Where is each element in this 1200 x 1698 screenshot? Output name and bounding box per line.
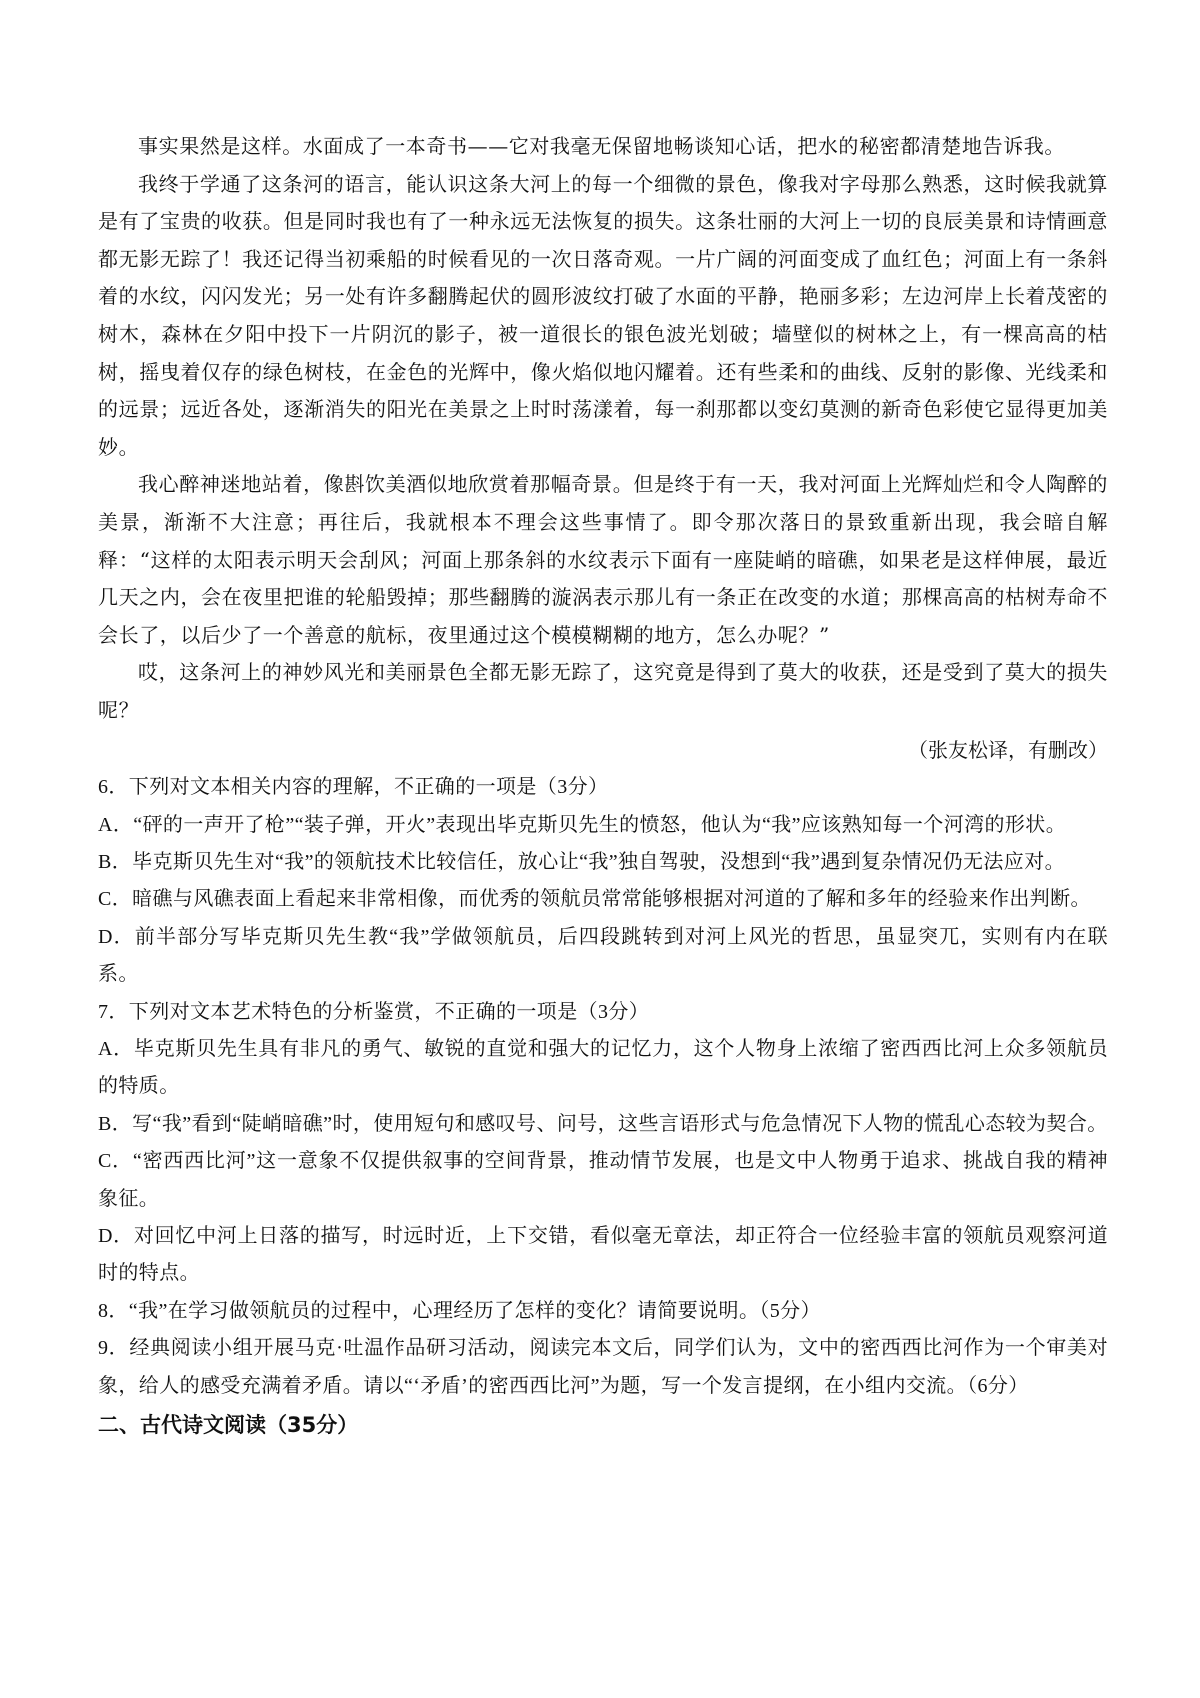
passage-paragraph: 哎，这条河上的神妙风光和美丽景色全都无影无踪了，这究竟是得到了莫大的收获，还是受到了莫大的损失呢？ (98, 660, 1108, 722)
option-d: D．对回忆中河上日落的描写，时远时近，上下交错，看似毫无章法，却正符合一位经验丰富的领航员观察河道时的特点。 (98, 1224, 1108, 1285)
question-6 (98, 769, 1108, 993)
exam-page (98, 128, 1108, 1445)
reading-passage (98, 128, 1108, 769)
passage-paragraph: 我终于学通了这条河的语言，能认识这条大河上的每一个细微的景色，像我对字母那么熟悉，这时候我就算是有了宝贵的收获。但是同时我也有了一种永远无法恢复的损失。这条壮丽的大河上一切的良辰美景和诗情画意都无影无踪了！我还记得当初乘船的时候看见的一次日落奇观。一片广阔的河面变成了血红色；河面上有一条斜着的水纹，闪闪发光；另一处有许多翻腾起伏的圆形波纹打破了水面的平静，艳丽多彩；左边河岸上长着茂密的树木，森林在夕阳中投下一片阴沉的影子，被一道很长的银色波光划破；墙壁似的树林之上，有一棵高高的枯树，摇曳着仅存的绿色树枝，在金色的光辉中，像火焰似地闪耀着。还有些柔和的曲线、反射的影像、光线柔和的远景；远近各处，逐渐消失的阳光在美景之上时时荡漾着，每一刹那都以变幻莫测的新奇色彩使它显得更加美妙。 (98, 171, 1108, 459)
translator-credit: （张友松译，有删改） (908, 737, 1108, 762)
option-a: A．“砰的一声开了枪”“装子弹，开火”表现出毕克斯贝先生的愤怒，他认为“我”应该熟知每一个河湾的形状。 (98, 813, 1067, 836)
option-a: A．毕克斯贝先生具有非凡的勇气、敏锐的直觉和强大的记忆力，这个人物身上浓缩了密西西比河上众多领航员的特质。 (98, 1037, 1108, 1098)
section-heading: 二、古代诗文阅读（35分） (98, 1413, 359, 1437)
question-9 (98, 1330, 1108, 1405)
option-d: D．前半部分写毕克斯贝先生教“我”学做领航员，后四段跳转到对河上风光的哲思，虽显突兀，实则有内在联系。 (98, 925, 1108, 986)
passage-paragraph: 事实果然是这样。水面成了一本奇书——它对我毫无保留地畅谈知心话，把水的秘密都清楚地告诉我。 (138, 134, 1065, 158)
question-stem: 7．下列对文本艺术特色的分析鉴赏，不正确的一项是（3分） (98, 1000, 650, 1023)
option-b: B．写“我”看到“陡峭暗礁”时，使用短句和感叹号、问号，这些言语形式与危急情况下人物的慌乱心态较为契合。 (98, 1112, 1108, 1135)
option-b: B．毕克斯贝先生对“我”的领航技术比较信任，放心让“我”独自驾驶，没想到“我”遇到复杂情况仍无法应对。 (98, 850, 1066, 873)
question-stem: 8．“我”在学习做领航员的过程中，心理经历了怎样的变化？请简要说明。（5分） (98, 1299, 821, 1322)
passage-paragraph: 我心醉神迷地站着，像斟饮美酒似地欣赏着那幅奇景。但是终于有一天，我对河面上光辉灿烂和令人陶醉的美景，渐渐不大注意；再往后，我就根本不理会这些事情了。即令那次落日的景致重新出现，我会暗自解释：“这样的太阳表示明天会刮风；河面上那条斜的水纹表示下面有一座陡峭的暗礁，如果老是这样伸展，最近几天之内，会在夜里把谁的轮船毁掉；那些翻腾的漩涡表示那儿有一条正在改变的水道；那棵高高的枯树寿命不会长了，以后少了一个善意的航标，夜里通过这个模模糊糊的地方，怎么办呢？” (98, 472, 1108, 647)
option-c: C．暗礁与风礁表面上看起来非常相像，而优秀的领航员常常能够根据对河道的了解和多年的经验来作出判断。 (98, 888, 1091, 911)
question-stem: 6．下列对文本相关内容的理解，不正确的一项是（3分） (98, 776, 609, 799)
question-8 (98, 1293, 1108, 1330)
question-7 (98, 994, 1108, 1293)
question-stem: 9．经典阅读小组开展马克·吐温作品研习活动，阅读完本文后，同学们认为，文中的密西西比河作为一个审美对象，给人的感受充满着矛盾。请以“‘矛盾’的密西西比河”为题，写一个发言提纲，在小组内交流。（6分） (98, 1337, 1108, 1397)
option-c: C．“密西西比河”这一意象不仅提供叙事的空间背景，推动情节发展，也是文中人物勇于追求、挑战自我的精神象征。 (98, 1150, 1108, 1210)
